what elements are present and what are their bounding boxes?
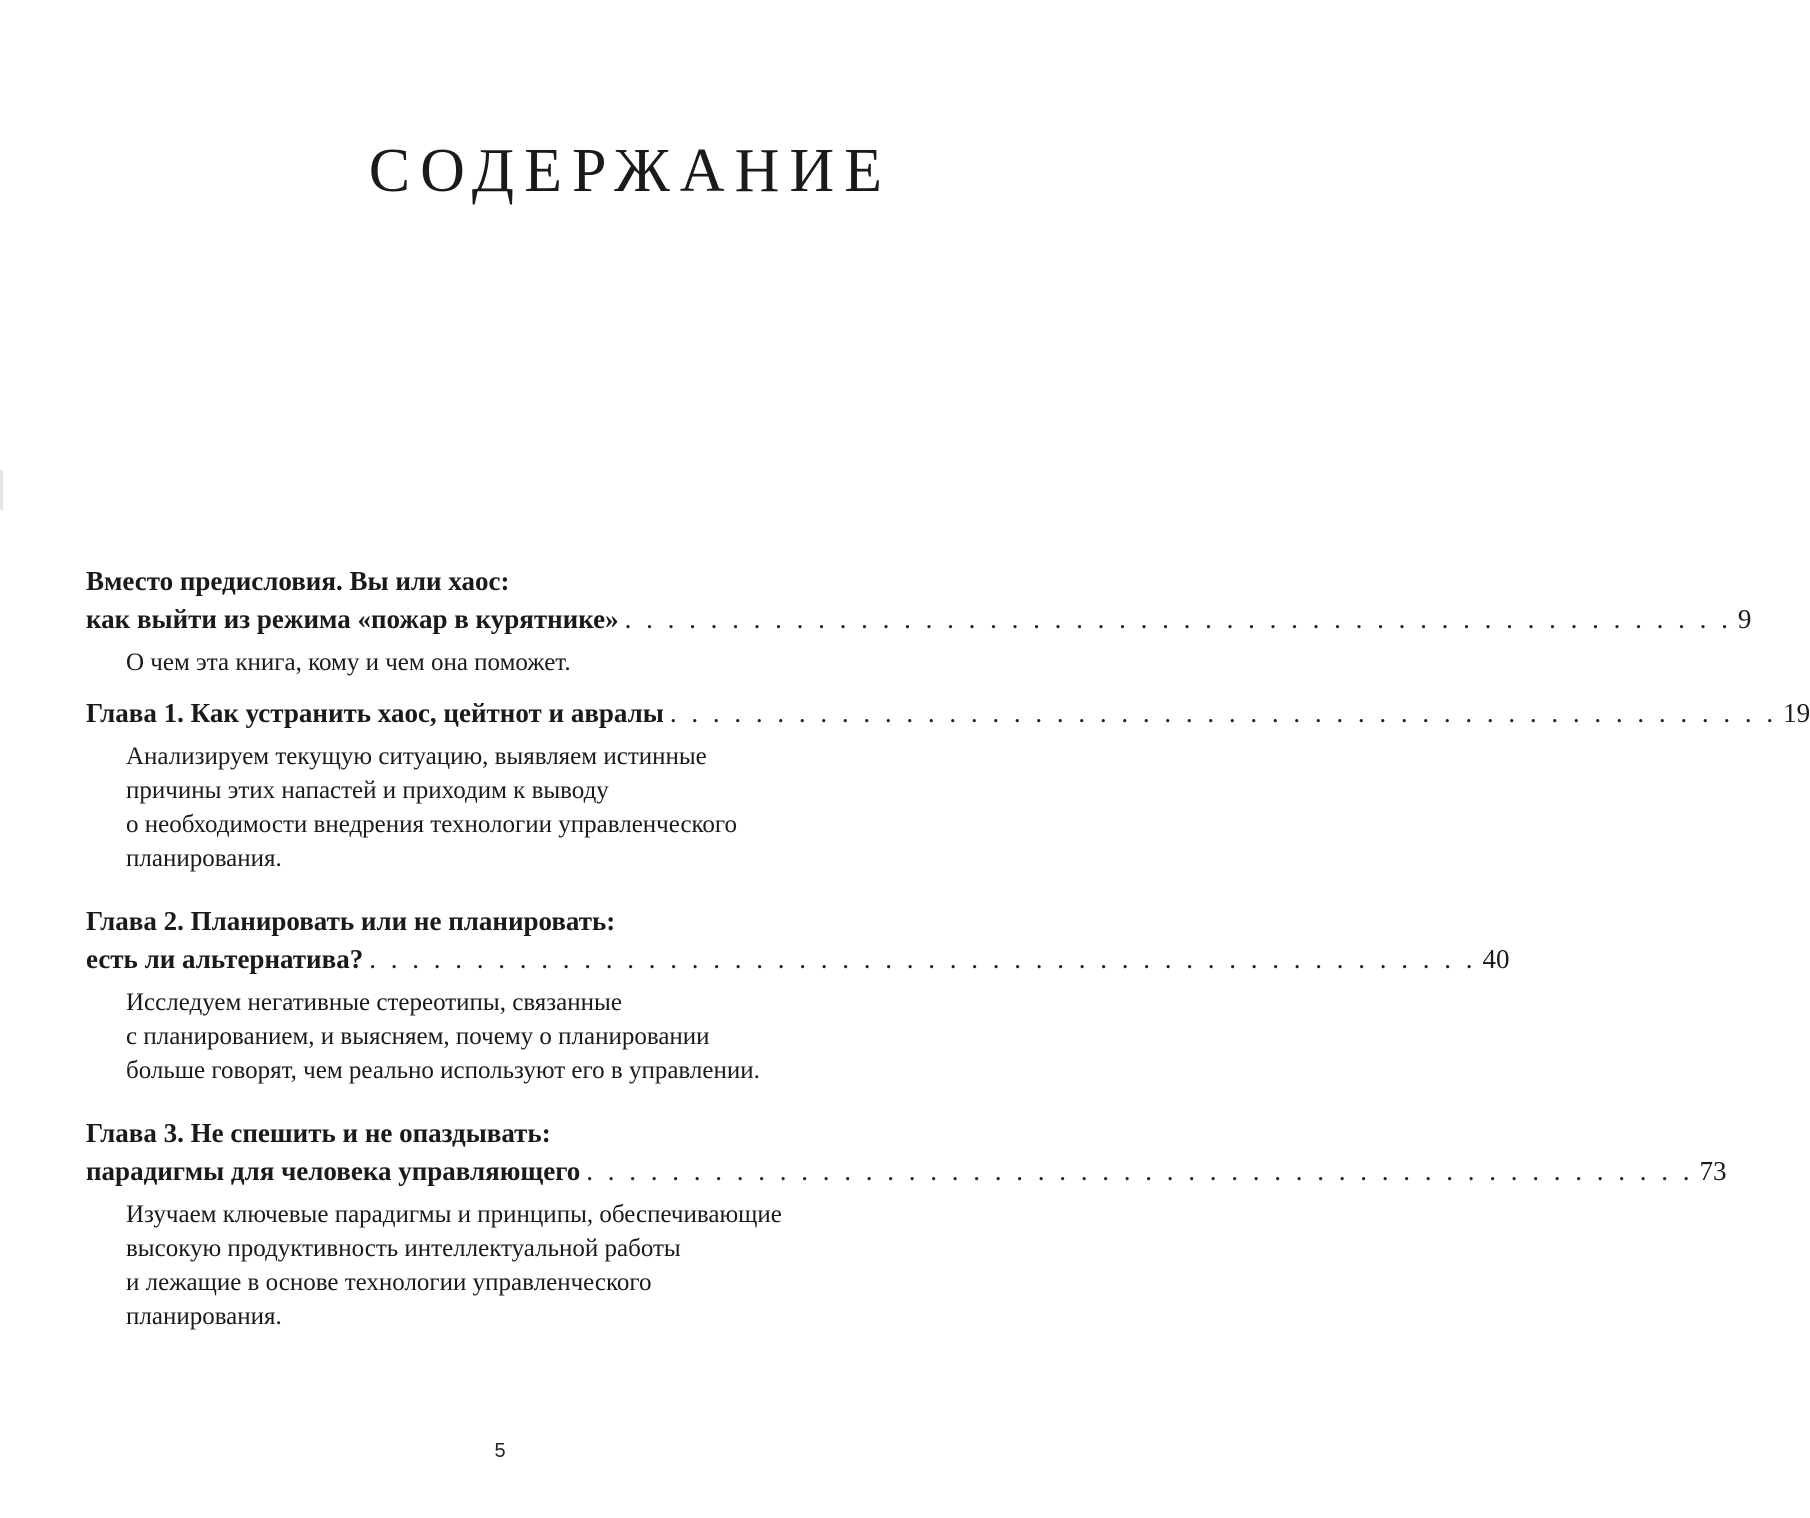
- toc-entry-preface: [86, 562, 1752, 680]
- page-number: 5: [494, 1440, 506, 1462]
- toc-entry-description: Анализируем текущую ситуацию, выявляем истинные причины этих напастей и приходим к выводу о необходимости внедрения технологии управленческого планирования.: [126, 743, 738, 872]
- toc-entry-heading: Глава 3. Не спешить и не опаздывать:: [86, 1118, 551, 1148]
- toc-page-number: 9: [1737, 604, 1752, 634]
- page-title: СОДЕРЖАНИЕ: [368, 137, 892, 205]
- toc-entry-description: Исследуем негативные стереотипы, связанные с планированием, и выясняем, почему о планировании больше говорят, чем реально используют его в управлении.: [126, 989, 760, 1084]
- page-edge-mark: [0, 470, 3, 510]
- dot-leader: . . . . . . . . . . . . . . . . . . . . . . . . . . . . . . . . . . . . . . . . . . . . . . . . . . . .: [586, 1156, 1694, 1186]
- toc-entry-description: О чем эта книга, кому и чем она поможет.: [126, 649, 571, 676]
- toc-entry-heading: Вместо предисловия. Вы или хаос:: [86, 566, 510, 596]
- toc-entry-heading: Глава 2. Планировать или не планировать:: [86, 906, 616, 936]
- dot-leader: . . . . . . . . . . . . . . . . . . . . . . . . . . . . . . . . . . . . . . . . . . . . . . . . . . . .: [669, 698, 1778, 728]
- toc-entry-chapter-3: [86, 1114, 1727, 1334]
- toc-page-number: 19: [1783, 698, 1810, 728]
- table-of-contents: [86, 562, 1810, 1352]
- toc-entry-heading-last: парадигмы для человека управляющего . . . . . . . . . . . . . . . . . . . . . . . . . . . . . . . . . . . . . . . . . . . . . . . . . . . . 73: [86, 1152, 894, 1190]
- toc-entry-heading-last: есть ли альтернатива? . . . . . . . . . . . . . . . . . . . . . . . . . . . . . . . . . . . . . . . . . . . . . . . . . . . . 40: [86, 940, 894, 978]
- dot-leader: . . . . . . . . . . . . . . . . . . . . . . . . . . . . . . . . . . . . . . . . . . . . . . . . . . . .: [624, 604, 1732, 634]
- toc-entry-heading-last: как выйти из режима «пожар в курятнике» . . . . . . . . . . . . . . . . . . . . . . . . . . . . . . . . . . . . . . . . . . . . . . . . . . . . 9: [86, 600, 894, 638]
- toc-entry-chapter-1: [86, 694, 1810, 876]
- dot-leader: . . . . . . . . . . . . . . . . . . . . . . . . . . . . . . . . . . . . . . . . . . . . . . . . . . . .: [369, 944, 1477, 974]
- toc-entry-chapter-2: [86, 902, 1510, 1088]
- toc-entry-description: Изучаем ключевые парадигмы и принципы, обеспечивающие высокую продуктивность интеллектуальной работы и лежащие в основе технологии управленческого планирования.: [126, 1201, 782, 1330]
- toc-page-number: 40: [1482, 944, 1510, 974]
- toc-page-number: 73: [1699, 1156, 1727, 1186]
- toc-entry-heading-last: Глава 1. Как устранить хаос, цейтнот и авралы . . . . . . . . . . . . . . . . . . . . . . . . . . . . . . . . . . . . . . . . . . . . . . . . . . . . 19: [86, 694, 894, 732]
